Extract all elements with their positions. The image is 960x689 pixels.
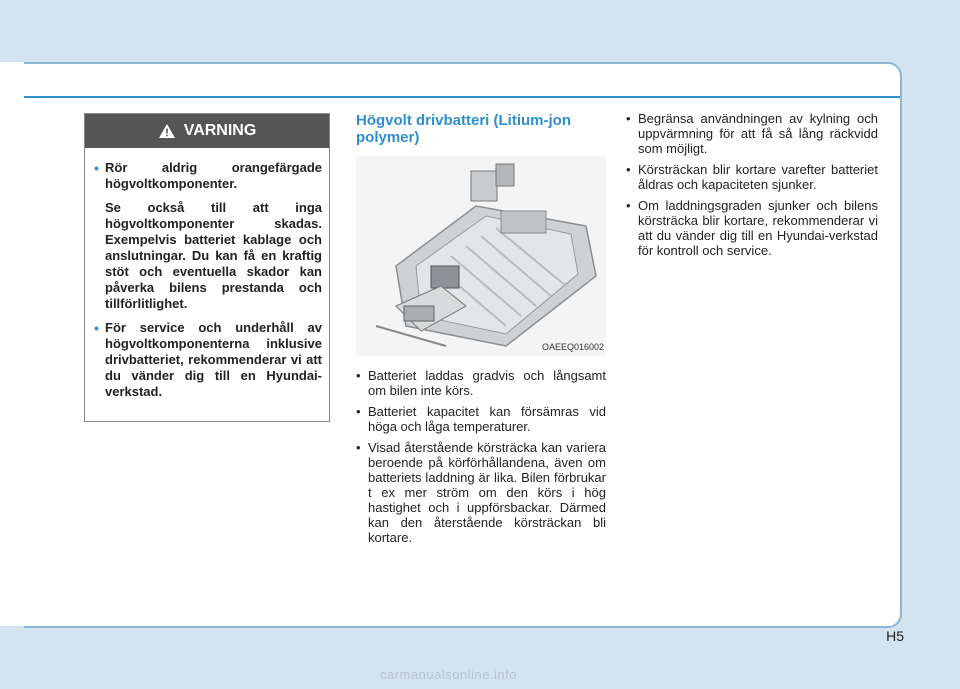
- header-divider: [24, 96, 900, 98]
- list-item: • Körsträckan blir kortare varefter batteriet åldras och kapaciteten sjunker.: [626, 162, 878, 192]
- warning-header: [85, 114, 329, 148]
- list-item: • Begränsa användningen av kylning och uppvärmning för att få så lång räckvidd som möjligt.: [626, 111, 878, 156]
- page-number: H5: [886, 628, 904, 644]
- list-item: • Visad återstående körsträcka kan variera beroende på körförhållandena, även om batteriets laddning är lika. Bilen förbrukar t ex mer ström om den körs i hög hastighet och i uppförsbackar. Därmed kan den återstående körsträckan bli kortare.: [356, 440, 606, 545]
- bullet-list-left: [356, 368, 606, 545]
- list-item: • Batteriet laddas gradvis och långsamt om bilen inte körs.: [356, 368, 606, 398]
- figure-code: OAEEQ016002: [541, 342, 604, 352]
- warning-box: [84, 113, 330, 422]
- page-left-margin: [0, 62, 24, 626]
- warning-body: [85, 148, 329, 400]
- battery-illustration: [356, 156, 606, 356]
- warning-paragraph-2: Se också till att inga högvoltkomponenter skadas. Exempelvis batteriet kablage och anslutningar. Du kan få en kraftig stöt och eventuella skador kan påverka bilens prestanda och tillförlitlighet.: [105, 200, 322, 311]
- warning-paragraph-1: • Rör aldrig orangefärgade högvoltkomponenter.: [105, 160, 322, 192]
- list-item: • Batteriet kapacitet kan försämras vid höga och låga temperaturer.: [356, 404, 606, 434]
- warning-paragraph-3: • För service och underhåll av högvoltkomponenterna inklusive drivbatteriet, rekommenderar vi att du vänder dig till en Hyundai-verkstad.: [105, 320, 322, 400]
- battery-figure: [356, 156, 606, 356]
- battery-section-continued: [626, 111, 878, 264]
- footer-watermark: carmanualsonline.info: [380, 667, 517, 682]
- warning-title: VARNING: [183, 122, 257, 139]
- warning-triangle-icon: [158, 123, 176, 139]
- bullet-list-right: [626, 111, 878, 258]
- section-heading: Högvolt drivbatteri (Litium-jon polymer): [356, 112, 571, 146]
- battery-section: [356, 112, 606, 551]
- list-item: • Om laddningsgraden sjunker och bilens körsträcka blir kortare, rekommenderar vi att du vänder dig till en Hyundai-verkstad för kontroll och service.: [626, 198, 878, 258]
